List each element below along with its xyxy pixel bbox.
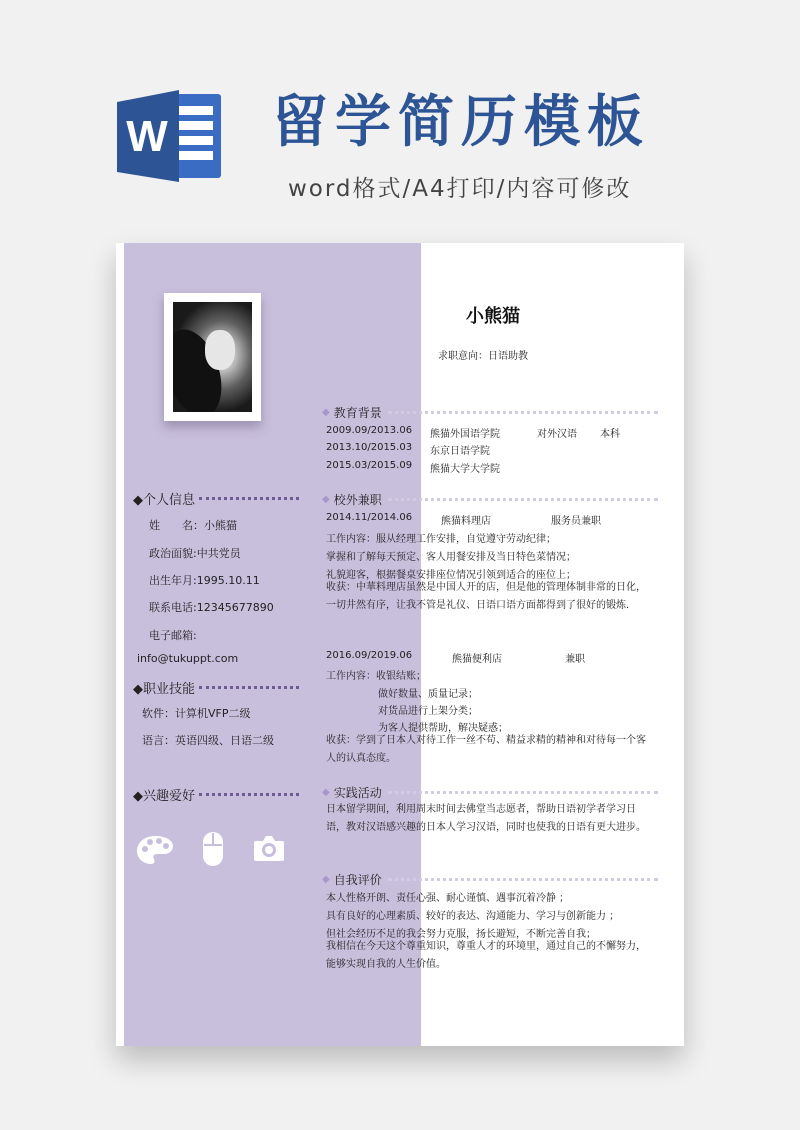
palette-icon <box>136 834 174 866</box>
job2-role: 兼职 <box>565 654 585 665</box>
skills-heading <box>133 678 299 697</box>
edu-date: 2009.09/2013.06 <box>326 425 413 436</box>
personal-info-heading <box>133 489 299 508</box>
self-eval-line: 本人性格开朗、责任心强、耐心谨慎、遇事沉着冷静 ； <box>326 893 570 904</box>
job1-duty: 工作内容：服从经理工作安排，自觉遵守劳动纪律； <box>326 534 556 545</box>
edu-date: 2013.10/2015.03 <box>326 442 413 453</box>
self-eval-line: 但社会经历不足的我会努力克服，扬长避短，不断完善自我； <box>326 929 596 940</box>
hobbies-heading <box>133 785 299 804</box>
job2-duty: 工作内容：收银结账； <box>326 671 426 682</box>
svg-text:W: W <box>126 112 168 161</box>
skill-language: 语言：英语四级、日语二级 <box>142 734 274 747</box>
info-phone: 联系电话:12345677890 <box>149 601 274 614</box>
practice-text: 日本留学期间，利用周末时间去佛堂当志愿者，帮助日语初学者学习日语，教对汉语感兴趣的日本人学习汉语，同时也使我的日语有更大进步。 <box>326 804 646 833</box>
job2-duty: 对货品进行上架分类； <box>378 706 478 717</box>
info-politics: 政治面貌:中共党员 <box>149 547 241 560</box>
job2-place: 熊猫便利店 <box>452 654 502 665</box>
info-name: 姓 名：小熊猫 <box>149 519 237 532</box>
job2-duty: 做好数量、质量记录； <box>378 689 478 700</box>
self-eval-line: 具有良好的心理素质、较好的表达、沟通能力、学习与创新能力 ； <box>326 911 620 922</box>
diamond-icon: ◆ <box>322 874 330 885</box>
photo-face-shape <box>205 330 235 370</box>
info-birth: 出生年月:1995.10.11 <box>149 574 260 587</box>
education-heading-text: 教育背景 <box>333 406 382 420</box>
job-intent: 求职意向：日语助教 <box>438 351 528 362</box>
edu-major: 对外汉语 <box>537 429 577 440</box>
job1-place: 熊猫料理店 <box>441 516 491 527</box>
info-email[interactable]: info@tukuppt.com <box>137 652 239 665</box>
word-logo-icon <box>117 86 225 186</box>
job1-gain: 收获：中華料理店虽然是中国人开的店，但是他的管理体制非常的日化，一切井然有序，让我不管是礼仪、日语口语方面都得到了很好的锻炼. <box>326 582 646 611</box>
edu-school: 东京日语学院 <box>430 446 490 457</box>
edu-school: 熊猫大学大学院 <box>430 464 500 475</box>
self-eval-heading-text: 自我评价 <box>333 873 382 887</box>
personal-info-heading-text: ◆个人信息 <box>133 493 195 508</box>
heading-dots <box>199 793 299 796</box>
jobs-heading-text: 校外兼职 <box>333 493 382 507</box>
self-eval-line: 我相信在今天这个尊重知识，尊重人才的环境里，通过自己的不懈努力，能够实现自我的人生价值。 <box>326 941 646 970</box>
heading-dots <box>388 791 658 794</box>
page-subtitle: word格式/A4打印/内容可修改 <box>288 176 632 202</box>
mouse-icon <box>202 831 224 867</box>
heading-dots <box>199 686 299 689</box>
job1-date: 2014.11/2014.06 <box>326 512 413 523</box>
diamond-icon: ◆ <box>322 494 330 505</box>
practice-heading <box>322 784 658 801</box>
profile-photo-frame <box>164 293 261 421</box>
info-email-label: 电子邮箱: <box>149 629 197 642</box>
camera-icon <box>253 834 285 862</box>
diamond-icon: ◆ <box>322 787 330 798</box>
job2-date: 2016.09/2019.06 <box>326 650 413 661</box>
heading-dots <box>388 411 658 414</box>
education-heading <box>322 404 658 421</box>
heading-dots <box>388 878 658 881</box>
skills-heading-text: ◆职业技能 <box>133 682 195 697</box>
heading-dots <box>388 498 658 501</box>
job1-duty: 掌握和了解每天预定、客人用餐安排及当日特色菜情况； <box>326 552 576 563</box>
banner <box>0 0 800 230</box>
practice-heading-text: 实践活动 <box>333 786 382 800</box>
job1-role: 服务员兼职 <box>551 516 601 527</box>
skill-software: 软件：计算机VFP二级 <box>142 707 251 720</box>
edu-date: 2015.03/2015.09 <box>326 460 413 471</box>
job2-duty: 为客人提供帮助，解决疑惑； <box>378 723 508 734</box>
profile-photo <box>173 302 252 412</box>
self-eval-heading <box>322 871 658 888</box>
heading-dots <box>199 497 299 500</box>
jobs-heading <box>322 491 658 508</box>
job1-duty: 礼貌迎客，根据餐桌安排座位情况引领到适合的座位上； <box>326 570 576 581</box>
resume-name: 小熊猫 <box>466 306 520 327</box>
page-title: 留学简历模板 <box>272 90 650 155</box>
diamond-icon: ◆ <box>322 407 330 418</box>
hobbies-heading-text: ◆兴趣爱好 <box>133 789 195 804</box>
edu-school: 熊猫外国语学院 <box>430 429 500 440</box>
edu-degree: 本科 <box>600 429 620 440</box>
job2-gain: 收获：学到了日本人对待工作一丝不苟、精益求精的精神和对待每一个客人的认真态度。 <box>326 735 646 764</box>
